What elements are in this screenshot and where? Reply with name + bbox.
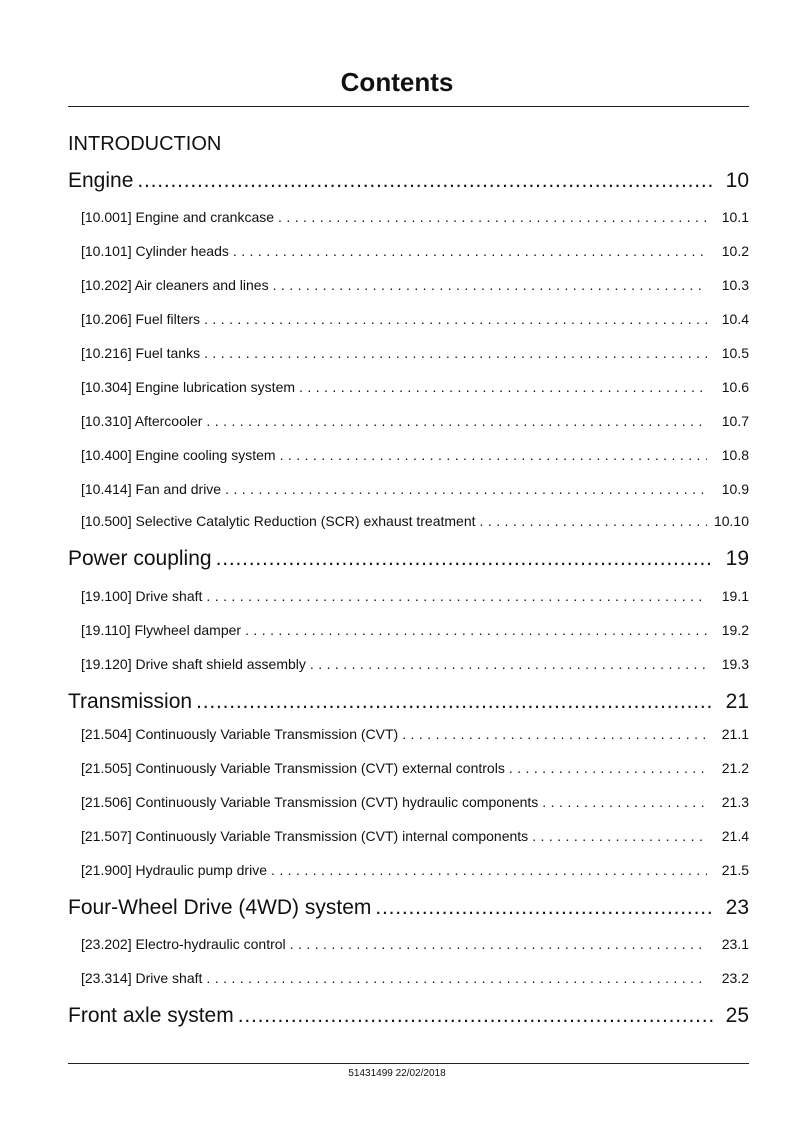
toc-chapter-entry[interactable]	[68, 895, 749, 921]
toc-entry-page-number: 21.4	[721, 828, 749, 844]
toc-entry-page-number: 10.1	[721, 209, 749, 225]
toc-entry-page-number: 10.9	[721, 481, 749, 497]
toc-chapter-entry[interactable]	[68, 546, 749, 572]
toc-section-entry[interactable]	[81, 793, 749, 811]
toc-entry-page-number: 10.3	[721, 277, 749, 293]
toc-entry-page-number: 19.1	[721, 588, 749, 604]
toc-entry-page-number: 21.3	[721, 794, 749, 810]
footer-doc-number: 51431499 22/02/2018	[348, 1068, 446, 1079]
toc-section-entry[interactable]	[81, 208, 749, 226]
toc-entry-title: [10.304] Engine lubrication system	[81, 379, 296, 395]
toc-entry-title: [10.310] Aftercooler	[81, 413, 203, 429]
toc-section-entry[interactable]	[81, 446, 749, 464]
toc-entry-page-number: 19	[725, 547, 749, 570]
dot-leader	[206, 969, 707, 987]
dot-leader	[206, 587, 707, 605]
toc-entry-page-number: 10.5	[721, 345, 749, 361]
toc-chapter-entry[interactable]	[68, 168, 749, 194]
toc-section-entry[interactable]	[81, 827, 749, 845]
toc-entry-title: [10.500] Selective Catalytic Reduction (SCR) exhaust treatment	[81, 513, 476, 529]
toc-section-entry[interactable]	[81, 935, 749, 953]
toc-entry-title: Four-Wheel Drive (4WD) system	[68, 896, 372, 919]
dot-leader	[542, 793, 707, 811]
dot-leader	[216, 546, 713, 572]
toc-entry-title: [19.100] Drive shaft	[81, 588, 203, 604]
dot-leader	[480, 512, 707, 530]
toc-chapter-entry[interactable]	[68, 689, 749, 715]
dot-leader	[310, 655, 707, 673]
toc-entry-title: [21.506] Continuously Variable Transmission (CVT) hydraulic components	[81, 794, 539, 810]
toc-entry-title: [19.120] Drive shaft shield assembly	[81, 656, 306, 672]
toc-entry-title: [23.314] Drive shaft	[81, 970, 203, 986]
dot-leader	[206, 412, 707, 430]
dot-leader	[509, 759, 707, 777]
toc-entry-page-number: 23.2	[721, 970, 749, 986]
toc-entry-page-number: 25	[725, 1004, 749, 1027]
toc-entry-title: [21.900] Hydraulic pump drive	[81, 862, 267, 878]
dot-leader	[299, 378, 707, 396]
dot-leader	[238, 1003, 713, 1029]
toc-section-entry[interactable]	[81, 759, 749, 777]
toc-entry-page-number: 10.6	[721, 379, 749, 395]
dot-leader	[225, 480, 707, 498]
dot-leader	[233, 242, 707, 260]
toc-entry-page-number: 21.2	[721, 760, 749, 776]
toc-entry-title: [10.216] Fuel tanks	[81, 345, 201, 361]
toc-section-entry[interactable]	[81, 276, 749, 294]
toc-entry-page-number: 19.3	[721, 656, 749, 672]
dot-leader	[137, 168, 713, 194]
dot-leader	[204, 310, 707, 328]
toc-section-entry[interactable]	[81, 310, 749, 328]
toc-entry-title: Transmission	[68, 690, 193, 713]
toc-chapter-entry[interactable]	[68, 1003, 749, 1029]
toc-section-entry[interactable]	[81, 344, 749, 362]
toc-entry-page-number: 10.8	[721, 447, 749, 463]
toc-entry-page-number: 23.1	[721, 936, 749, 952]
toc-entry-page-number: 23	[725, 896, 749, 919]
toc-entry-title: [21.504] Continuously Variable Transmission (CVT)	[81, 726, 399, 742]
toc-entry-page-number: 21.5	[721, 862, 749, 878]
toc-section-entry[interactable]	[81, 242, 749, 260]
toc-entry-page-number: 10.10	[713, 513, 749, 529]
dot-leader	[290, 935, 707, 953]
dot-leader	[271, 861, 707, 879]
page-title: Contents	[340, 67, 454, 97]
toc-entry-page-number: 10.7	[721, 413, 749, 429]
toc-entry-page-number: 21	[725, 690, 749, 713]
toc-section-entry[interactable]	[81, 480, 749, 498]
toc-entry-title: Front axle system	[68, 1004, 234, 1027]
toc-section-entry[interactable]	[81, 969, 749, 987]
toc-section-entry[interactable]	[81, 512, 749, 530]
dot-leader	[204, 344, 707, 362]
dot-leader	[532, 827, 707, 845]
toc-entry-page-number: 19.2	[721, 622, 749, 638]
toc-entry-title: [21.505] Continuously Variable Transmission (CVT) external controls	[81, 760, 505, 776]
toc-entry-title: Power coupling	[68, 547, 212, 570]
toc-section-entry[interactable]	[81, 587, 749, 605]
introduction-heading: INTRODUCTION	[68, 133, 222, 155]
toc-entry-title: [10.206] Fuel filters	[81, 311, 201, 327]
toc-entry-page-number: 10.4	[721, 311, 749, 327]
toc-entry-title: [10.101] Cylinder heads	[81, 243, 229, 259]
dot-leader	[196, 689, 713, 715]
toc-entry-title: [21.507] Continuously Variable Transmission (CVT) internal components	[81, 828, 529, 844]
toc-section-entry[interactable]	[81, 861, 749, 879]
toc-entry-title: Engine	[68, 169, 134, 192]
toc-entry-title: [10.414] Fan and drive	[81, 481, 222, 497]
toc-section-entry[interactable]	[81, 378, 749, 396]
footer-rule	[68, 1063, 749, 1064]
toc-entry-page-number: 10	[725, 169, 749, 192]
toc-entry-title: [10.001] Engine and crankcase	[81, 209, 275, 225]
toc-entry-title: [19.110] Flywheel damper	[81, 622, 242, 638]
dot-leader	[280, 446, 707, 464]
dot-leader	[375, 895, 713, 921]
toc-section-entry[interactable]	[81, 655, 749, 673]
toc-section-entry[interactable]	[81, 412, 749, 430]
dot-leader	[278, 208, 707, 226]
toc-entry-title: [23.202] Electro-hydraulic control	[81, 936, 286, 952]
dot-leader	[402, 725, 707, 743]
toc-section-entry[interactable]	[81, 621, 749, 639]
toc-section-entry[interactable]	[81, 725, 749, 743]
dot-leader	[273, 276, 707, 294]
toc-entry-page-number: 10.2	[721, 243, 749, 259]
toc-entry-page-number: 21.1	[721, 726, 749, 742]
toc-entry-title: [10.202] Air cleaners and lines	[81, 277, 269, 293]
dot-leader	[245, 621, 707, 639]
toc-entry-title: [10.400] Engine cooling system	[81, 447, 276, 463]
